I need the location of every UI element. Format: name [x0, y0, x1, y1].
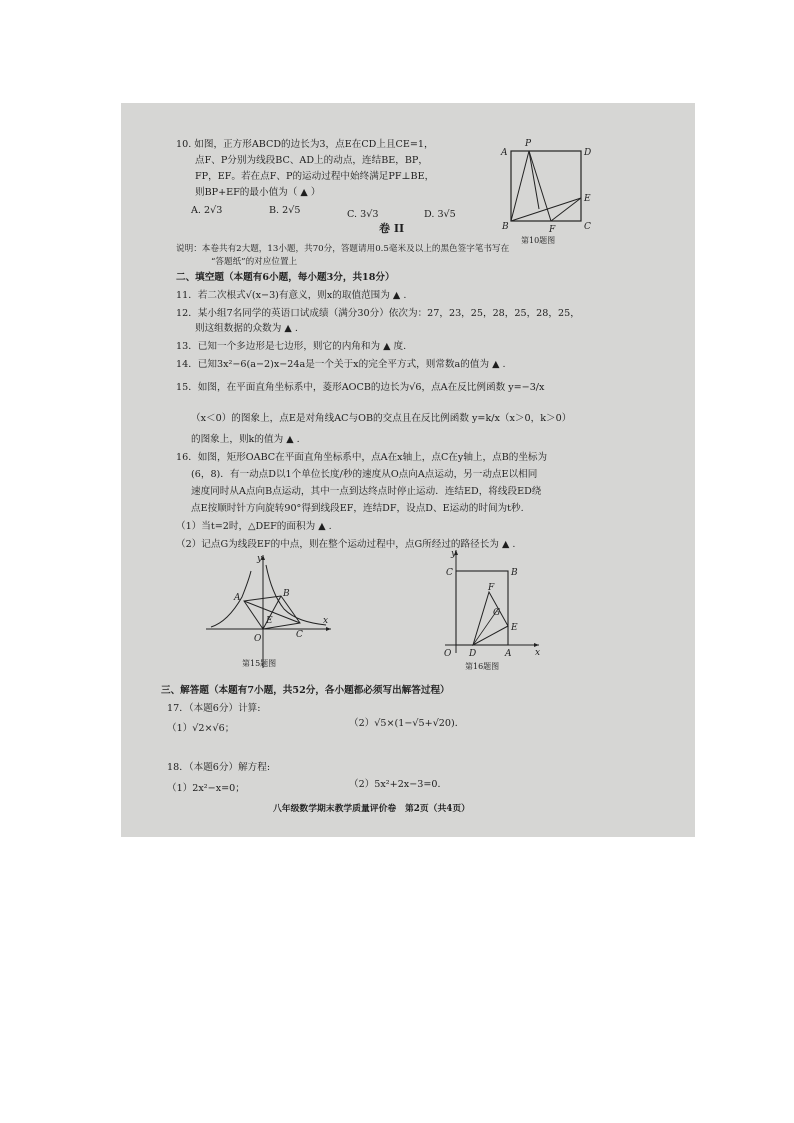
label-b: B	[511, 568, 518, 578]
q16-line-1: 16．如图，矩形OABC在平面直角坐标系中，点A在x轴上，点C在y轴上，点B的坐标为	[176, 452, 548, 463]
section-note-2: “答题纸”的对应位置上	[211, 257, 298, 267]
q15-line-3: 的图象上，则k的值为 ▲ .	[191, 434, 300, 445]
label-a: A	[505, 649, 512, 659]
x-axis-arrow	[534, 643, 539, 647]
q17-part-2: （2）√5×(1−√5+√20)．	[349, 718, 465, 729]
label-g: G	[493, 608, 501, 618]
q16-part-2: （2）记点G为线段EF的中点，则在整个运动过程中，点G所经过的路径长为 ▲ .	[176, 539, 516, 550]
label-f: F	[549, 225, 556, 235]
label-a: A	[234, 593, 241, 603]
label-p: P	[525, 139, 532, 149]
label-x: x	[535, 648, 541, 658]
q10-line-1: 10. 如图，正方形ABCD的边长为3，点E在CD上且CE=1，	[176, 139, 434, 150]
label-c: C	[584, 222, 591, 232]
exam-page-photo	[121, 103, 695, 837]
figure-16	[439, 548, 549, 673]
q18-part-1: （1）2x²−x=0；	[167, 783, 245, 794]
label-b: B	[502, 222, 509, 232]
caption-fig15: 第15题图	[242, 659, 277, 668]
q15-line-1: 15．如图，在平面直角坐标系中，菱形AOCB的边长为√6，点A在反比例函数 y=−3/x	[176, 382, 545, 393]
segment-ef	[551, 198, 581, 221]
q10-line-4: 则BP+EF的最小值为（ ▲ ）	[195, 187, 321, 198]
q18-title: 18．（本题6分）解方程:	[167, 762, 271, 773]
label-y: y	[257, 554, 263, 564]
q10-option-a: A. 2√3	[191, 205, 223, 216]
q10-option-d: D. 3√5	[424, 209, 456, 220]
segment-p-inner	[529, 151, 539, 209]
label-b: B	[283, 589, 290, 599]
section-title: 卷 II	[379, 222, 405, 235]
q16-part-1: （1）当t=2时，△DEF的面积为 ▲ .	[176, 521, 332, 532]
label-f: F	[488, 583, 495, 593]
fill-heading: 二、填空题（本题有6小题，每小题3分，共18分）	[176, 272, 395, 283]
q13: 13．已知一个多边形是七边形，则它的内角和为 ▲ 度.	[176, 341, 407, 352]
caption-fig16: 第16题图	[465, 662, 500, 671]
q10-line-3: FP，EF。若在点F、P的运动过程中始终满足PF⊥BE，	[195, 171, 435, 182]
square-abcd	[511, 151, 581, 221]
label-y: y	[451, 549, 457, 559]
label-e: E	[511, 623, 518, 633]
hyperbola-left	[211, 571, 251, 627]
q16-line-2: (6，8)．有一动点D以1个单位长度/秒的速度从O点向A点运动，另一动点E以相同	[191, 469, 538, 480]
hyperbola-right	[266, 565, 329, 626]
q10-line-2: 点F、P分别为线段BC、AD上的动点，连结BE，BP，	[195, 155, 428, 166]
label-d: D	[469, 649, 477, 659]
label-c: C	[296, 630, 303, 640]
label-x: x	[323, 616, 329, 626]
q18-part-2: （2）5x²+2x−3=0．	[349, 779, 448, 790]
label-e: E	[266, 616, 273, 626]
segment-be	[511, 198, 581, 221]
label-a: A	[501, 148, 508, 158]
segment-pf	[529, 151, 551, 221]
section-note-1: 说明：本卷共有2大题，13小题，共70分，答题请用0.5毫米及以上的黑色签字笔书写在	[176, 244, 510, 254]
q16-line-3: 速度同时从A点向B点运动，其中一点到达终点时停止运动．连结ED，将线段ED绕	[191, 486, 542, 497]
q17-title: 17．（本题6分）计算:	[167, 703, 261, 714]
q11: 11．若二次根式√(x−3)有意义，则x的取值范围为 ▲ .	[176, 290, 407, 301]
label-c: C	[446, 568, 453, 578]
x-axis-arrow	[326, 627, 331, 631]
q12-line-2: 则这组数据的众数为 ▲ .	[195, 323, 298, 334]
solve-heading: 三、解答题（本题有7小题，共52分，各小题都必须写出解答过程）	[161, 685, 450, 696]
caption-fig10: 第10题图	[521, 236, 556, 245]
label-d: D	[584, 148, 592, 158]
q10-option-b: B. 2√5	[269, 205, 301, 216]
q12-line-1: 12．某小组7名同学的英语口试成绩（满分30分）依次为：27，23，25，28，25，28，25，	[176, 308, 580, 319]
q14: 14．已知3x²−6(a−2)x−24a是一个关于x的完全平方式，则常数a的值为 ▲ .	[176, 359, 506, 370]
label-o: O	[254, 634, 262, 644]
figure-10	[499, 137, 599, 245]
q17-part-1: （1）√2×√6；	[167, 723, 235, 734]
figure-15	[206, 553, 336, 673]
page-footer: 八年级数学期末教学质量评价卷 第2页（共4页）	[273, 804, 470, 814]
q10-option-c: C. 3√3	[347, 209, 379, 220]
label-o: O	[444, 649, 452, 659]
q15-line-2: （x＜0）的图象上，点E是对角线AC与OB的交点且在反比例函数 y=k/x（x＞0，k＞0）	[191, 413, 572, 424]
segment-bp	[511, 151, 529, 221]
q16-line-4: 点E按顺时针方向旋转90°得到线段EF，连结DF，设点D、E运动的时间为t秒.	[191, 503, 524, 514]
label-e: E	[584, 194, 591, 204]
